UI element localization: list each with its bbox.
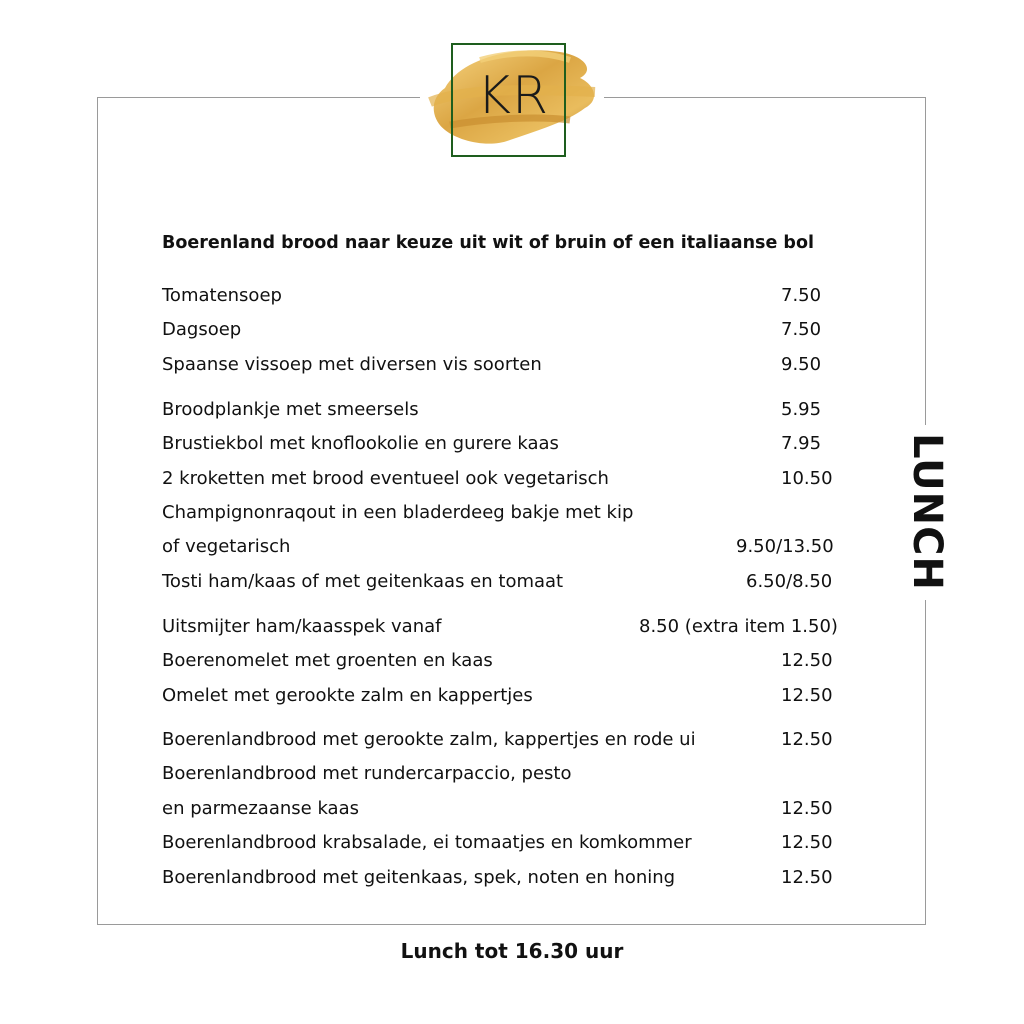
menu-item	[162, 535, 832, 559]
menu-item	[162, 762, 832, 786]
menu-item	[162, 570, 832, 594]
menu-item	[162, 467, 832, 491]
menu-item	[162, 432, 832, 456]
menu-item-name: Boerenlandbrood krabsalade, ei tomaatjes en komkommer	[162, 832, 692, 853]
menu-item	[162, 728, 832, 752]
menu-item-price: 7.50	[781, 319, 822, 340]
menu-item-name: Champignonraqout in een bladerdeeg bakje met kip	[162, 502, 634, 523]
menu-item-price: 8.50 (extra item 1.50)	[639, 616, 838, 637]
menu-item-name: Broodplankje met smeersels	[162, 399, 419, 420]
menu-item-name: Boerenlandbrood met gerookte zalm, kappertjes en rode ui	[162, 729, 696, 750]
menu-subtitle: Boerenland brood naar keuze uit wit of bruin of een italiaanse bol	[162, 233, 814, 253]
menu-item-price: 12.50	[781, 867, 833, 888]
menu-item-name: Tosti ham/kaas of met geitenkaas en tomaat	[162, 571, 564, 592]
menu-item	[162, 501, 832, 525]
menu-item-price: 7.50	[781, 285, 822, 306]
menu-item-price: 7.95	[781, 433, 822, 454]
menu-item	[162, 866, 832, 890]
menu-item	[162, 649, 832, 673]
menu-item-price: 5.95	[781, 399, 822, 420]
menu-item-price: 12.50	[781, 685, 833, 706]
menu-item-name: en parmezaanse kaas	[162, 798, 359, 819]
menu-item-name: Brustiekbol met knoflookolie en gurere kaas	[162, 433, 559, 454]
menu-item-name: Tomatensoep	[162, 285, 282, 306]
menu-item-name: Spaanse vissoep met diversen vis soorten	[162, 354, 542, 375]
menu-item-price: 10.50	[781, 468, 833, 489]
menu-item-price: 12.50	[781, 729, 833, 750]
menu-item	[162, 797, 832, 821]
kr-logo	[420, 30, 610, 170]
menu-item-price: 12.50	[781, 832, 833, 853]
menu-item-price: 9.50	[781, 354, 822, 375]
menu-item-name: Boerenlandbrood met rundercarpaccio, pesto	[162, 763, 572, 784]
lunch-vertical-label: LUNCH	[904, 433, 950, 591]
menu-item-price: 9.50/13.50	[736, 536, 834, 557]
menu-item	[162, 318, 832, 342]
menu-item	[162, 615, 838, 639]
menu-item	[162, 284, 832, 308]
menu-item-price: 12.50	[781, 798, 833, 819]
menu-item-name: Omelet met gerookte zalm en kappertjes	[162, 685, 533, 706]
menu-item-name: 2 kroketten met brood eventueel ook vegetarisch	[162, 468, 609, 489]
menu-item	[162, 684, 832, 708]
menu-item	[162, 831, 832, 855]
menu-item-price: 12.50	[781, 650, 833, 671]
menu-item	[162, 353, 832, 377]
menu-item-name: Uitsmijter ham/kaasspek vanaf	[162, 616, 442, 637]
menu-item-name: Boerenlandbrood met geitenkaas, spek, noten en honing	[162, 867, 676, 888]
menu-item-name: Boerenomelet met groenten en kaas	[162, 650, 493, 671]
menu-item-name: of vegetarisch	[162, 536, 291, 557]
menu-item-price: 6.50/8.50	[746, 571, 833, 592]
menu-item-name: Dagsoep	[162, 319, 242, 340]
logo-monogram: KR	[476, 66, 550, 126]
menu-item	[162, 398, 832, 422]
lunch-hours-note: Lunch tot 16.30 uur	[400, 939, 624, 963]
